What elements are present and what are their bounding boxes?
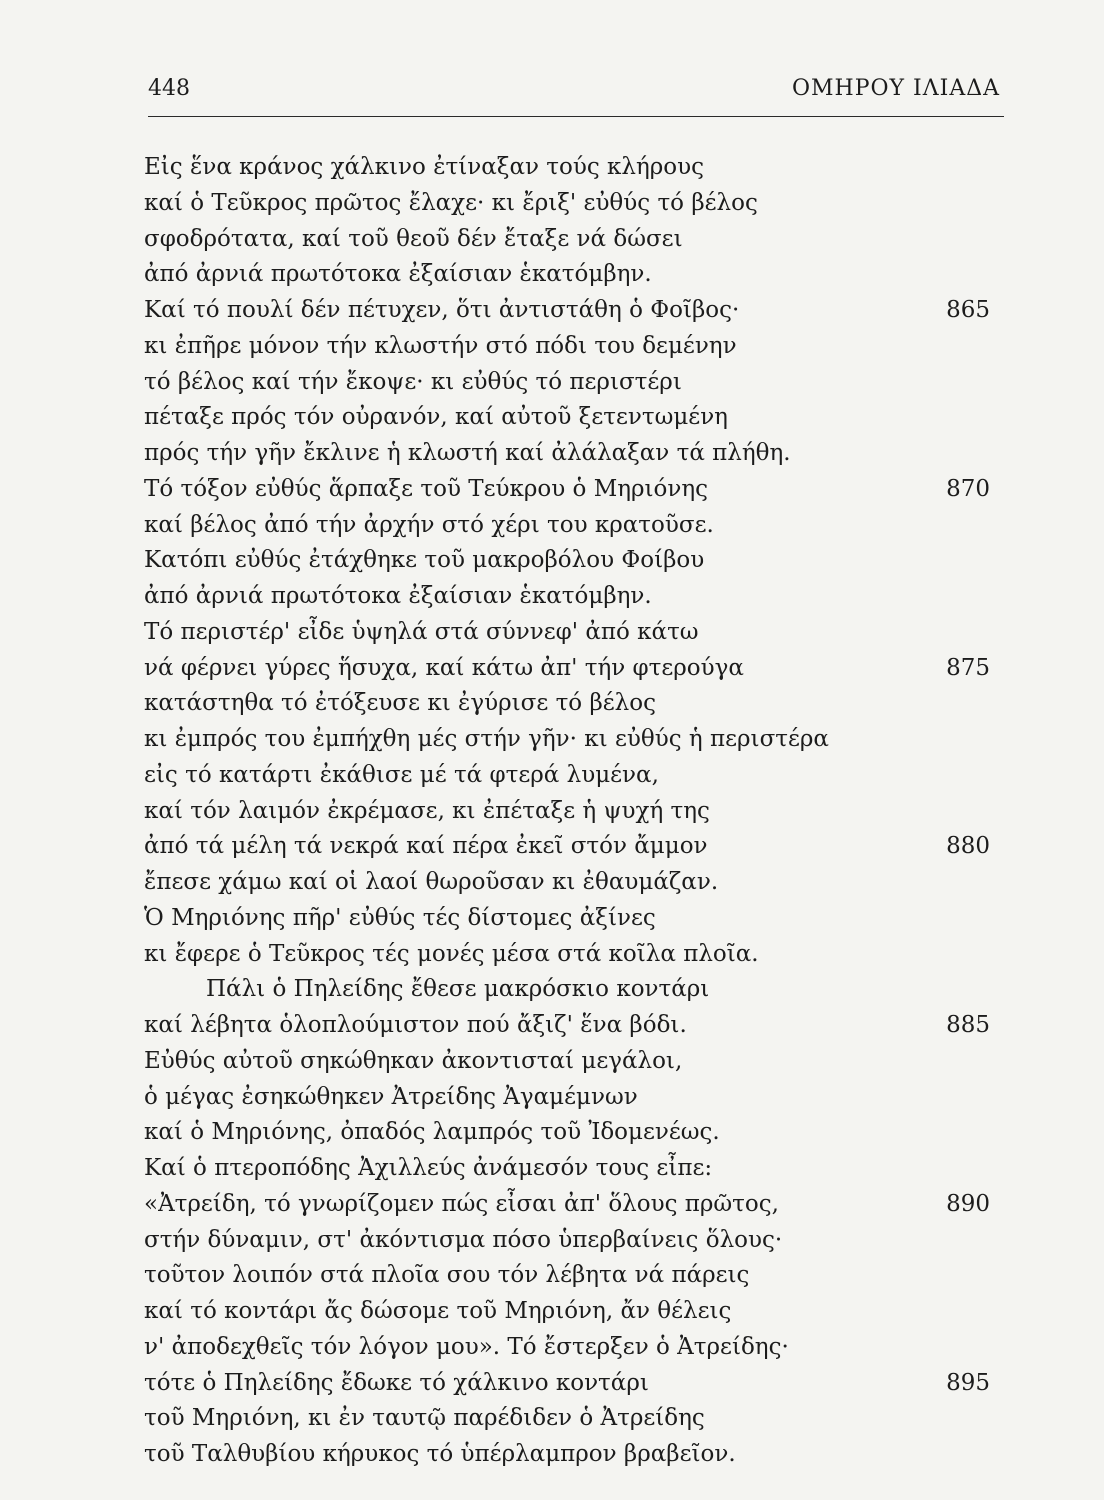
verse-line [144, 1044, 1004, 1080]
verse-text: «Ἀτρείδη, τό γνωρίζομεν πώς εἶσαι ἀπ' ὅλους πρῶτος, [144, 1190, 779, 1217]
verse-line [144, 937, 1004, 973]
verse-text: σφοδρότατα, καί τοῦ θεοῦ δέν ἔταξε νά δώσει [144, 225, 683, 252]
verse-text: καί τό κοντάρι ἄς δώσομε τοῦ Μηριόνη, ἄν θέλεις [144, 1298, 732, 1324]
verse-line [144, 901, 1004, 937]
verse-text: Τό τόξον εὐθύς ἅρπαξε τοῦ Τεύκρου ὁ Μηριόνης [144, 475, 709, 502]
verse-line [144, 579, 1004, 615]
verse-line [144, 222, 1004, 258]
verse-text: ἀπό ἀρνιά πρωτότοκα ἐξαίσιαν ἑκατόμβην. [144, 261, 652, 288]
line-number: 890 [946, 1190, 990, 1217]
verse-text: Κατόπι εὐθύς ἐτάχθηκε τοῦ μακροβόλου Φοίβου [144, 547, 705, 574]
line-number: 895 [946, 1369, 990, 1396]
verse-text: νά φέρνει γύρες ἥσυχα, καί κάτω ἀπ' τήν φτερούγα [144, 654, 744, 681]
verse-text: κι ἐπῆρε μόνον τήν κλωστήν στό πόδι του δεμένην [144, 332, 737, 359]
verse-text: πρός τήν γῆν ἔκλινε ἡ κλωστή καί ἀλάλαξαν τά πλήθη. [144, 440, 791, 466]
verse-text: Εἰς ἕνα κράνος χάλκινο ἐτίναξαν τούς κλήρους [144, 154, 704, 180]
verse-text: τό βέλος καί τήν ἔκοψε· κι εὐθύς τό περιστέρι [144, 368, 682, 395]
verse-line [144, 1080, 1004, 1116]
verse-text: εἰς τό κατάρτι ἐκάθισε μέ τά φτερά λυμένα, [144, 761, 659, 788]
running-title: ΟΜΗΡΟΥ ΙΛΙΑΔΑ [791, 76, 1000, 101]
verse-line [144, 543, 1004, 579]
verse-line [144, 829, 1004, 865]
verse-line [144, 293, 1004, 329]
verse-line [144, 1401, 1004, 1437]
page-number: 448 [148, 76, 190, 101]
verse-text: καί ὁ Μηριόνης, ὀπαδός λαμπρός τοῦ Ἰδομενέως. [144, 1119, 720, 1146]
verse-text: πέταξε πρός τόν οὐρανόν, καί αὐτοῦ ξετεντωμένη [144, 404, 728, 431]
verse-text: κατάστηθα τό ἐτόξευσε κι ἐγύρισε τό βέλος [144, 690, 656, 717]
verse-line [144, 1008, 1004, 1044]
verse-line [144, 1187, 1004, 1223]
verse-line [144, 794, 1004, 830]
verse-text: τότε ὁ Πηλείδης ἔδωκε τό χάλκινο κοντάρι [144, 1369, 649, 1396]
line-number: 875 [946, 654, 990, 681]
verse-line [144, 1115, 1004, 1151]
verse-line [144, 865, 1004, 901]
verse-line [144, 257, 1004, 293]
verse-text: Εὐθύς αὐτοῦ σηκώθηκαν ἀκοντισταί μεγάλοι, [144, 1047, 683, 1074]
verse-line [144, 1294, 1004, 1330]
verse-line [144, 686, 1004, 722]
verse-line [144, 1258, 1004, 1294]
verse-text: κι ἐμπρός του ἐμπήχθη μές στήν γῆν· κι εὐθύς ἡ περιστέρα [144, 726, 829, 752]
verse-text: Καί τό πουλί δέν πέτυχεν, ὅτι ἀντιστάθη ὁ Φοῖβος· [144, 297, 740, 323]
verse-line [144, 1366, 1004, 1402]
verse-text: ἔπεσε χάμω καί οἱ λαοί θωροῦσαν κι ἐθαυμάζαν. [144, 869, 719, 895]
line-number: 885 [946, 1012, 990, 1038]
line-number: 865 [946, 297, 990, 323]
verse-line [144, 972, 1004, 1008]
verse-line [144, 722, 1004, 758]
verse-text: τοῦ Ταλθυβίου κήρυκος τό ὑπέρλαμπρον βραβεῖον. [144, 1441, 736, 1467]
verse-line [144, 651, 1004, 687]
line-number: 870 [946, 475, 990, 502]
verse-line [144, 150, 1004, 186]
verse-text: ἀπό τά μέλη τά νεκρά καί πέρα ἐκεῖ στόν ἄμμον [144, 833, 708, 860]
verse-line [144, 186, 1004, 222]
verse-text: ν' ἀποδεχθεῖς τόν λόγον μου». Τό ἔστερξεν ὁ Ἀτρείδης· [144, 1333, 789, 1360]
verse-line [144, 400, 1004, 436]
verse-text: ὁ μέγας ἐσηκώθηκεν Ἀτρείδης Ἀγαμέμνων [144, 1083, 638, 1110]
verse-line [144, 1223, 1004, 1259]
line-number: 880 [946, 833, 990, 860]
verse-text: καί τόν λαιμόν ἐκρέμασε, κι ἐπέταξε ἡ ψυχή της [144, 797, 710, 824]
verse-line [144, 472, 1004, 508]
verse-line [144, 615, 1004, 651]
verse-text: καί ὁ Τεῦκρος πρῶτος ἔλαχε· κι ἔριξ' εὐθύς τό βέλος [144, 189, 758, 216]
verse-text: καί λέβητα ὁλοπλούμιστον πού ἄξιζ' ἕνα βόδι. [144, 1012, 687, 1038]
verse-line [144, 1330, 1004, 1366]
verse-line [144, 436, 1004, 472]
verse-line [144, 1151, 1004, 1187]
verse-text: Ὁ Μηριόνης πῆρ' εὐθύς τές δίστομες ἀξίνες [144, 904, 656, 931]
verse-list [144, 150, 1004, 1473]
verse-text: Τό περιστέρ' εἶδε ὑψηλά στά σύννεφ' ἀπό κάτω [144, 618, 699, 645]
verse-text: Καί ὁ πτεροπόδης Ἀχιλλεύς ἀνάμεσόν τους εἶπε: [144, 1155, 713, 1181]
verse-line [144, 365, 1004, 401]
verse-text: στήν δύναμιν, στ' ἀκόντισμα πόσο ὑπερβαίνεις ὅλους· [144, 1226, 783, 1253]
verse-line [144, 758, 1004, 794]
verse-line [144, 508, 1004, 544]
verse-text: ἀπό ἀρνιά πρωτότοκα ἐξαίσιαν ἑκατόμβην. [144, 583, 652, 609]
verse-text: καί βέλος ἀπό τήν ἀρχήν στό χέρι του κρατοῦσε. [144, 511, 714, 538]
verse-text: κι ἔφερε ὁ Τεῦκρος τές μονές μέσα στά κοῖλα πλοῖα. [144, 940, 759, 967]
verse-text: Πάλι ὁ Πηλείδης ἔθεσε μακρόσκιο κοντάρι [206, 976, 710, 1003]
verse-text: τοῦτον λοιπόν στά πλοῖα σου τόν λέβητα νά πάρεις [144, 1262, 750, 1289]
page-header [148, 74, 1000, 110]
verse-text: τοῦ Μηριόνη, κι ἐν ταυτῷ παρέδιδεν ὁ Ἀτρείδης [144, 1405, 705, 1432]
verse-line [144, 1437, 1004, 1473]
verse-line [144, 329, 1004, 365]
header-rule [148, 116, 1004, 117]
